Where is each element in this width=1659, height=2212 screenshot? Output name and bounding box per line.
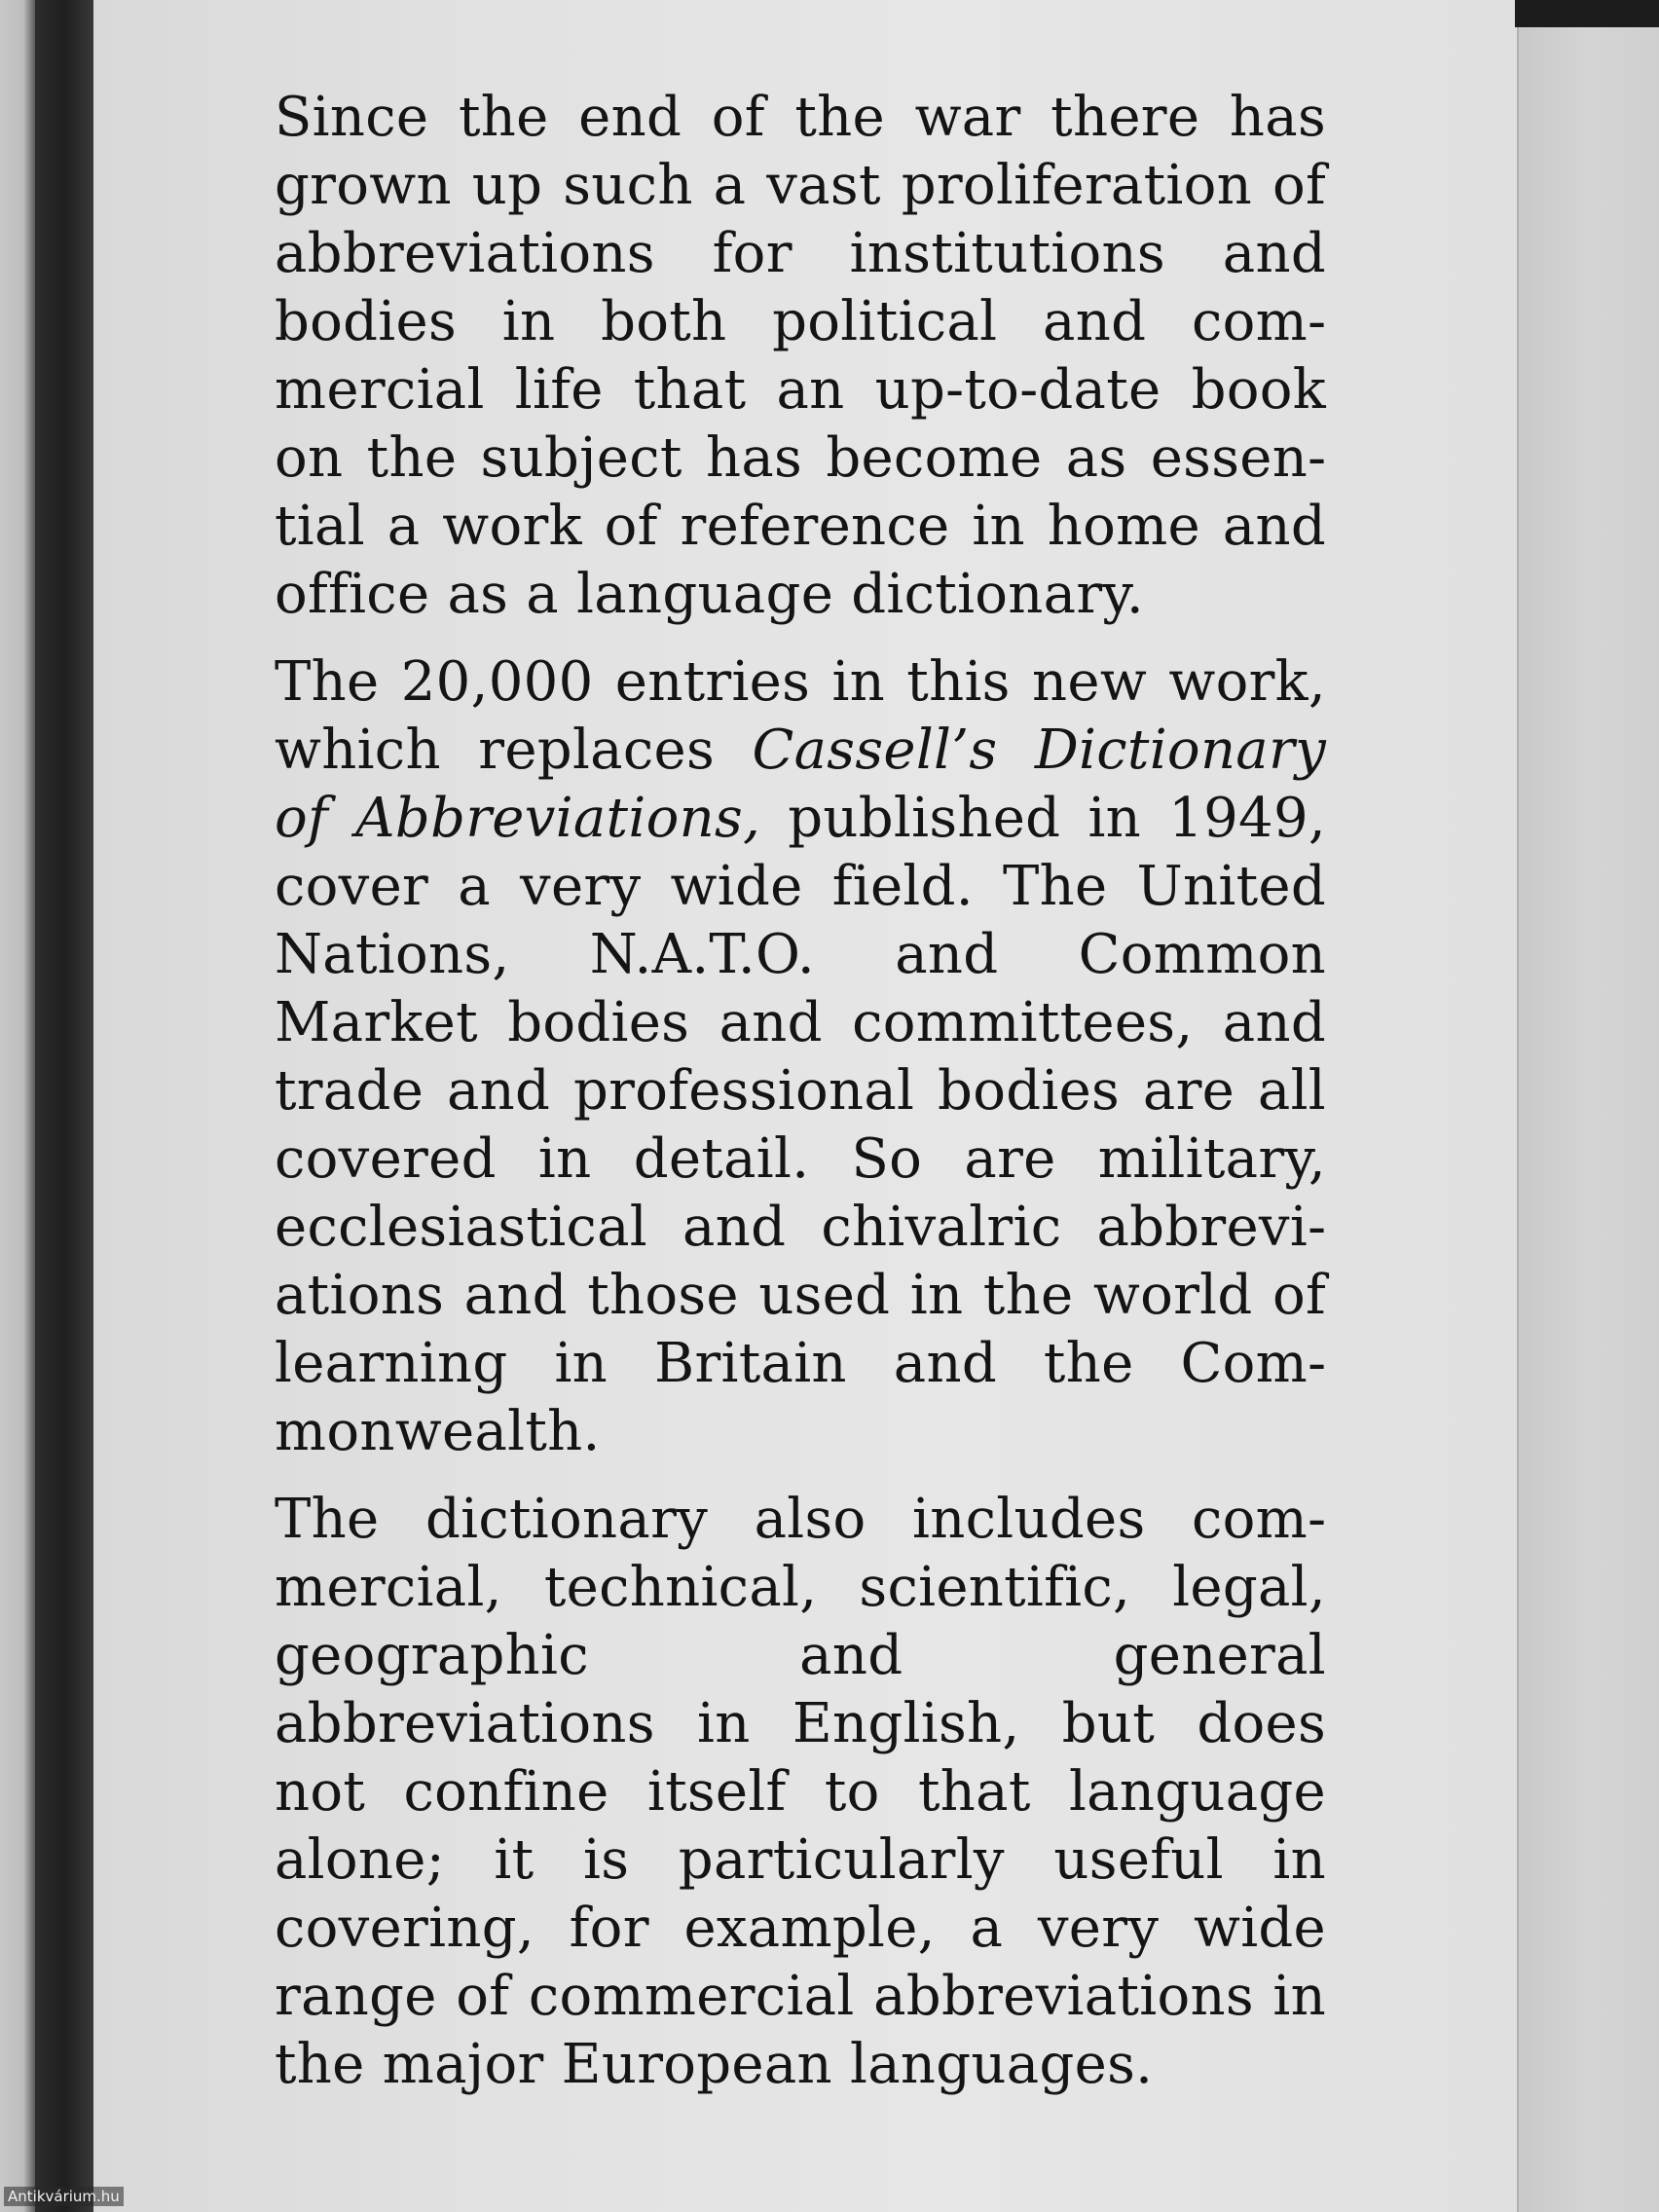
book-spine-strip — [35, 0, 95, 2212]
page-edge-left — [0, 0, 39, 2212]
blurb-paragraph-2 — [275, 648, 1326, 1466]
paragraph-2-after: published in 1949, cover a very wide field. The United Nations, N.A.T.O. and Common Market bodies and committees, and trade and professional bodies are all covered in detail. So are military, ecclesiastical and chivalric abbreviations and those used in the world of learning in Britain and the Commonwealth. — [275, 787, 1326, 1463]
watermark-text: Antikvárium.hu — [4, 2187, 124, 2206]
paragraph-2-before: The 20,000 entries in this new work, which replaces — [275, 650, 1326, 782]
blurb-paragraph-1: Since the end of the war there has grown up such a vast proliferation of abbreviations for institutions and bodies in both political and commercial life that an up-to-date book on the subject has become as essential a work of reference in home and office as a language dictionary. — [275, 86, 1326, 626]
blurb-paragraph-3: The dictionary also includes commercial, technical, scientific, legal, geographic and general abbreviations in English, but does not confine itself to that language alone; it is particularly useful in covering, for example, a very wide range of commercial abbreviations in the major European languages. — [275, 1488, 1326, 2096]
book-title-italic: Cassell’s Dictionary of Abbreviations, — [275, 719, 1326, 850]
dark-corner — [1515, 0, 1659, 27]
page-edge-right — [1517, 0, 1659, 2212]
blurb-text — [275, 84, 1326, 2119]
